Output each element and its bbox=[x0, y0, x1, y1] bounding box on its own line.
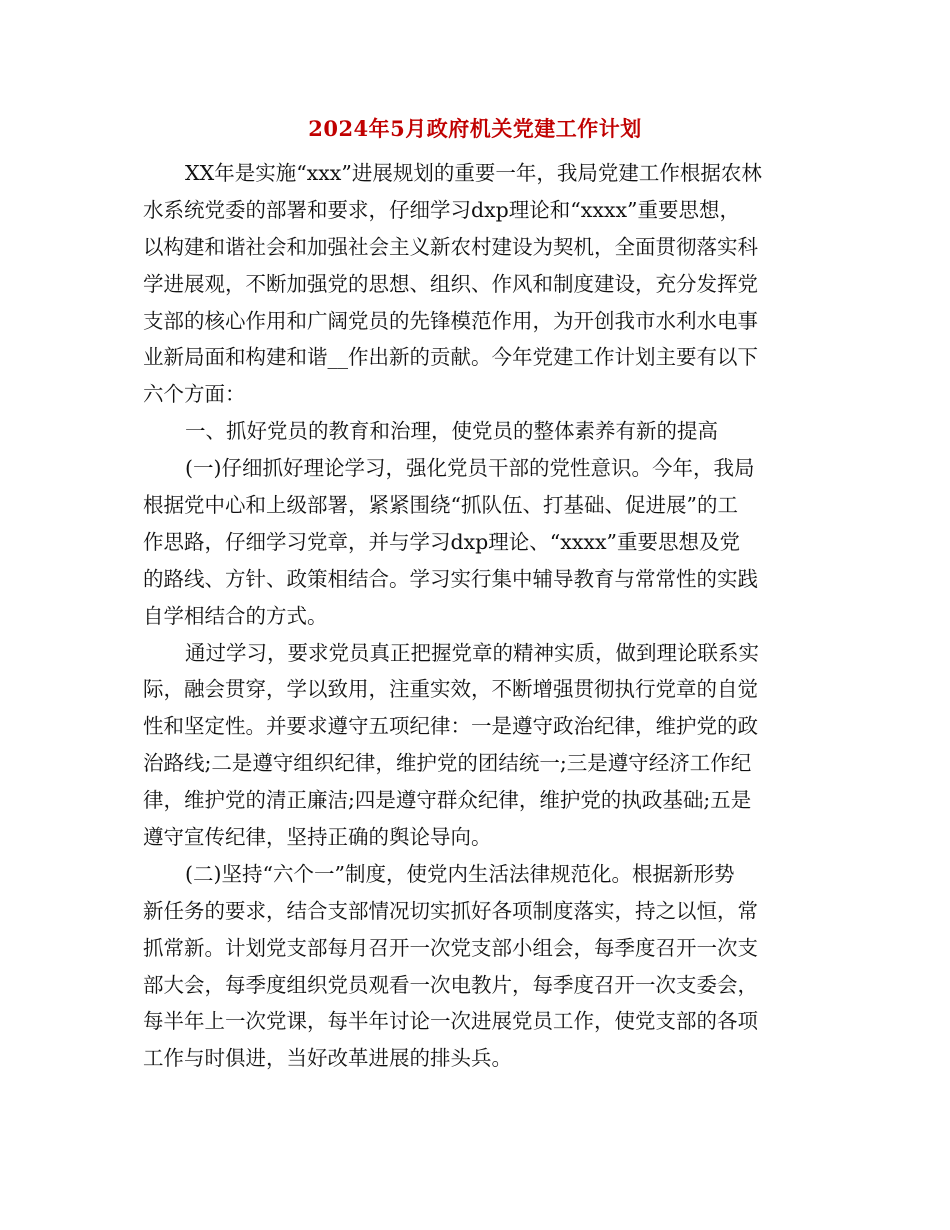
paragraph-six-ones-system bbox=[143, 856, 793, 1077]
paragraph-theory-study bbox=[143, 450, 793, 634]
text-line: 一、抓好党员的教育和治理，使党员的整体素养有新的提高 bbox=[185, 419, 718, 444]
text-line: 以构建和谐社会和加强社会主义新农村建设为契机，全面贯彻落实科 bbox=[143, 234, 758, 259]
text-line: (二)坚持“六个一”制度，使党内生活法律规范化。根据新形势 bbox=[185, 861, 735, 886]
text-line: (一)仔细抓好理论学习，强化党员干部的党性意识。今年，我局 bbox=[185, 456, 755, 481]
document-body bbox=[143, 155, 793, 1077]
text-line: 自学相结合的方式。 bbox=[143, 603, 328, 628]
text-line: 作思路，仔细学习党章，并与学习dxp理论、“xxxx”重要思想及党 bbox=[143, 529, 741, 554]
text-line: 学进展观，不断加强党的思想、组织、作风和制度建设，充分发挥党 bbox=[143, 271, 758, 296]
paragraph-discipline bbox=[143, 635, 793, 856]
paragraph-intro bbox=[143, 155, 793, 413]
text-line: 通过学习，要求党员真正把握党章的精神实质，做到理论联系实 bbox=[185, 640, 759, 665]
text-line: 律，维护党的清正廉洁;四是遵守群众纪律，维护党的执政基础;五是 bbox=[143, 788, 752, 813]
text-line: 新任务的要求，结合支部情况切实抓好各项制度落实，持之以恒，常 bbox=[143, 898, 758, 923]
text-line: 治路线;二是遵守组织纪律，维护党的团结统一;三是遵守经济工作纪 bbox=[143, 751, 752, 776]
text-line: 六个方面： bbox=[143, 382, 246, 407]
text-line: 的路线、方针、政策相结合。学习实行集中辅导教育与常常性的实践 bbox=[143, 566, 758, 591]
text-line: 每半年上一次党课，每半年讨论一次进展党员工作，使党支部的各项 bbox=[143, 1009, 758, 1034]
text-line: XX年是实施“xxx”进展规划的重要一年，我局党建工作根据农林 bbox=[185, 161, 762, 185]
text-line: 工作与时俱进，当好改革进展的排头兵。 bbox=[143, 1046, 512, 1071]
text-line: 遵守宣传纪律，坚持正确的舆论导向。 bbox=[143, 825, 492, 850]
text-line: 性和坚定性。并要求遵守五项纪律：一是遵守政治纪律，维护党的政 bbox=[143, 714, 758, 739]
text-line: 根据党中心和上级部署，紧紧围绕“抓队伍、打基础、促进展”的工 bbox=[143, 493, 738, 518]
text-line: 水系统党委的部署和要求，仔细学习dxp理论和“xxxx”重要思想， bbox=[143, 197, 741, 222]
document-title: 2024年5月政府机关党建工作计划 bbox=[308, 116, 642, 141]
text-line: 业新局面和构建和谐__作出新的贡献。今年党建工作计划主要有以下 bbox=[143, 345, 758, 370]
text-line: 际，融会贯穿，学以致用，注重实效，不断增强贯彻执行党章的自觉 bbox=[143, 677, 758, 702]
text-line: 部大会，每季度组织党员观看一次电教片，每季度召开一次支委会， bbox=[143, 972, 758, 997]
text-line: 抓常新。计划党支部每月召开一次党支部小组会，每季度召开一次支 bbox=[143, 935, 758, 960]
text-line: 支部的核心作用和广阔党员的先锋模范作用，为开创我市水利水电事 bbox=[143, 308, 758, 333]
section-heading-1 bbox=[143, 413, 793, 450]
